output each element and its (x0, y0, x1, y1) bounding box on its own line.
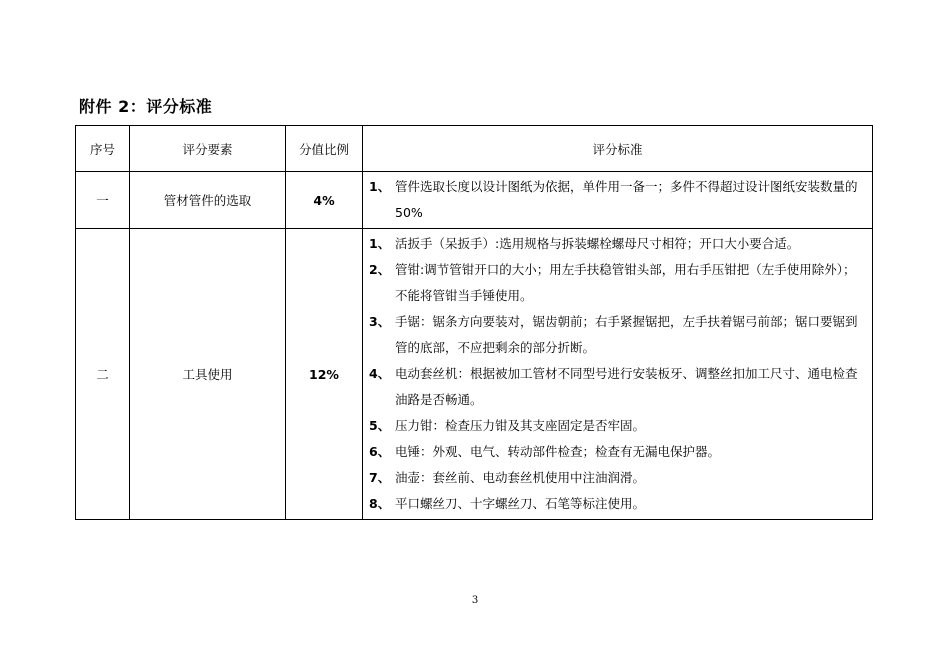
row-no: 二 (76, 229, 130, 520)
criteria-item (369, 465, 866, 491)
page-number: 3 (471, 595, 479, 606)
criteria-number: 3、 (369, 314, 391, 329)
criteria-text: 管钳:调节管钳开口的大小；用左手扶稳管钳头部，用右手压钳把（左手使用除外）；不能将管钳当手锤使用。 (395, 262, 856, 303)
criteria-list (363, 229, 872, 519)
row-criteria (363, 172, 873, 229)
criteria-text: 电动套丝机：根据被加工管材不同型号进行安装板牙、调整丝扣加工尺寸、通电检查油路是否畅通。 (395, 366, 858, 407)
table-header-row (76, 126, 873, 172)
criteria-list (363, 172, 872, 228)
header-criteria: 评分标准 (363, 126, 873, 172)
row-no: 一 (76, 172, 130, 229)
criteria-item (369, 231, 866, 257)
criteria-number: 1、 (369, 179, 391, 194)
row-ratio: 4% (286, 172, 363, 229)
criteria-item (369, 439, 866, 465)
table-row (76, 229, 873, 520)
document-title: 附件 2：评分标准 (79, 97, 213, 116)
criteria-number: 7、 (369, 470, 391, 485)
row-element: 工具使用 (130, 229, 286, 520)
header-no: 序号 (76, 126, 130, 172)
criteria-item (369, 413, 866, 439)
criteria-text: 电锤：外观、电气、转动部件检查；检查有无漏电保护器。 (395, 444, 721, 459)
criteria-number: 6、 (369, 444, 391, 459)
criteria-text: 平口螺丝刀、十字螺丝刀、石笔等标注使用。 (395, 496, 646, 511)
row-criteria (363, 229, 873, 520)
criteria-text: 油壶：套丝前、电动套丝机使用中注油润滑。 (395, 470, 646, 485)
criteria-item (369, 309, 866, 361)
scoring-table (75, 125, 873, 520)
criteria-text: 压力钳：检查压力钳及其支座固定是否牢固。 (395, 418, 646, 433)
criteria-item (369, 257, 866, 309)
criteria-text: 活扳手（呆扳手）:选用规格与拆装螺栓螺母尺寸相符；开口大小要合适。 (395, 236, 800, 251)
criteria-text: 手锯：锯条方向要装对，锯齿朝前；右手紧握锯把，左手扶着锯弓前部；锯口要锯到管的底部，不应把剩余的部分折断。 (395, 314, 858, 355)
criteria-number: 5、 (369, 418, 391, 433)
criteria-number: 8、 (369, 496, 391, 511)
criteria-number: 2、 (369, 262, 391, 277)
criteria-item (369, 361, 866, 413)
criteria-text: 管件选取长度以设计图纸为依据，单件用一备一；多件不得超过设计图纸安装数量的 50% (395, 179, 858, 220)
table-row (76, 172, 873, 229)
criteria-number: 1、 (369, 236, 391, 251)
criteria-number: 4、 (369, 366, 391, 381)
row-element: 管材管件的选取 (130, 172, 286, 229)
criteria-item (369, 174, 866, 226)
row-ratio: 12% (286, 229, 363, 520)
header-element: 评分要素 (130, 126, 286, 172)
header-ratio: 分值比例 (286, 126, 363, 172)
criteria-item (369, 491, 866, 517)
